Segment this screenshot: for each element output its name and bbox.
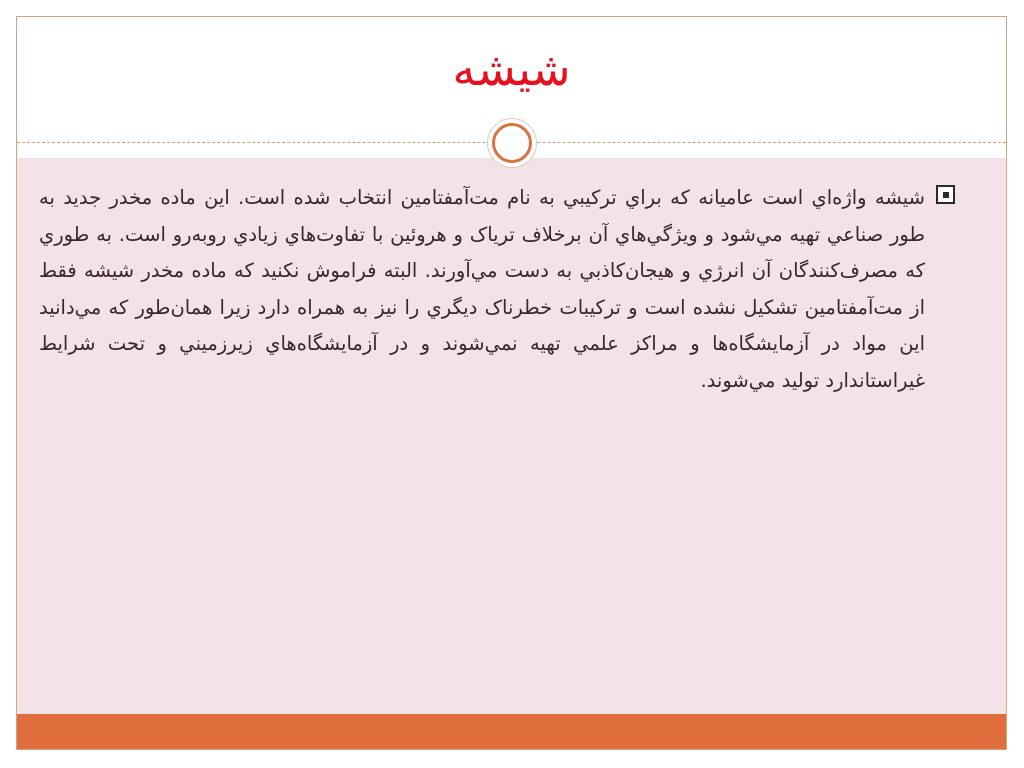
slide-title: شیشه xyxy=(452,42,571,96)
square-bullet-icon xyxy=(936,185,955,204)
body-line: همان‌طور كه مي‌دانيد اين مواد در آزمايشگاه‌ها و مراكز علمي تهيه نمي‌شوند و در xyxy=(39,295,925,356)
bullet-dot xyxy=(943,192,949,198)
circle-ornament-inner xyxy=(492,123,532,163)
body-line: مت‌آمفتامين تشكيل نشده است و تركيبات خطرناک ديگري را نيز به همراه دارد زيرا xyxy=(219,295,903,319)
slide xyxy=(16,16,1007,750)
body-line: شيشه واژه‌اي است عاميانه كه براي تركيبي به نام مت‌آمفتامين انتخاب شده است. xyxy=(238,186,925,209)
footer-bar xyxy=(17,714,1006,749)
body-line: هروئين با تفاوت‌هاي زيادي روبه‌رو است. به طوري كه مصرف‌كنندگان آن انرژي و xyxy=(39,222,926,283)
body-line: آزمايشگاه‌هاي زيرزميني و تحت شرايط غيراستاندارد توليد مي‌شوند. xyxy=(39,332,925,392)
body-line: هيجان‌كاذبي به دست مي‌آورند. البته فراموش نكنيد كه ماده مخدر شيشه فقط از xyxy=(39,259,926,319)
body-paragraph xyxy=(39,180,925,400)
body-line: اين ماده مخدر جديد به طور صناعي تهيه مي‌شود و ويژگي‌هاي آن برخلاف ترياک و xyxy=(39,186,926,246)
